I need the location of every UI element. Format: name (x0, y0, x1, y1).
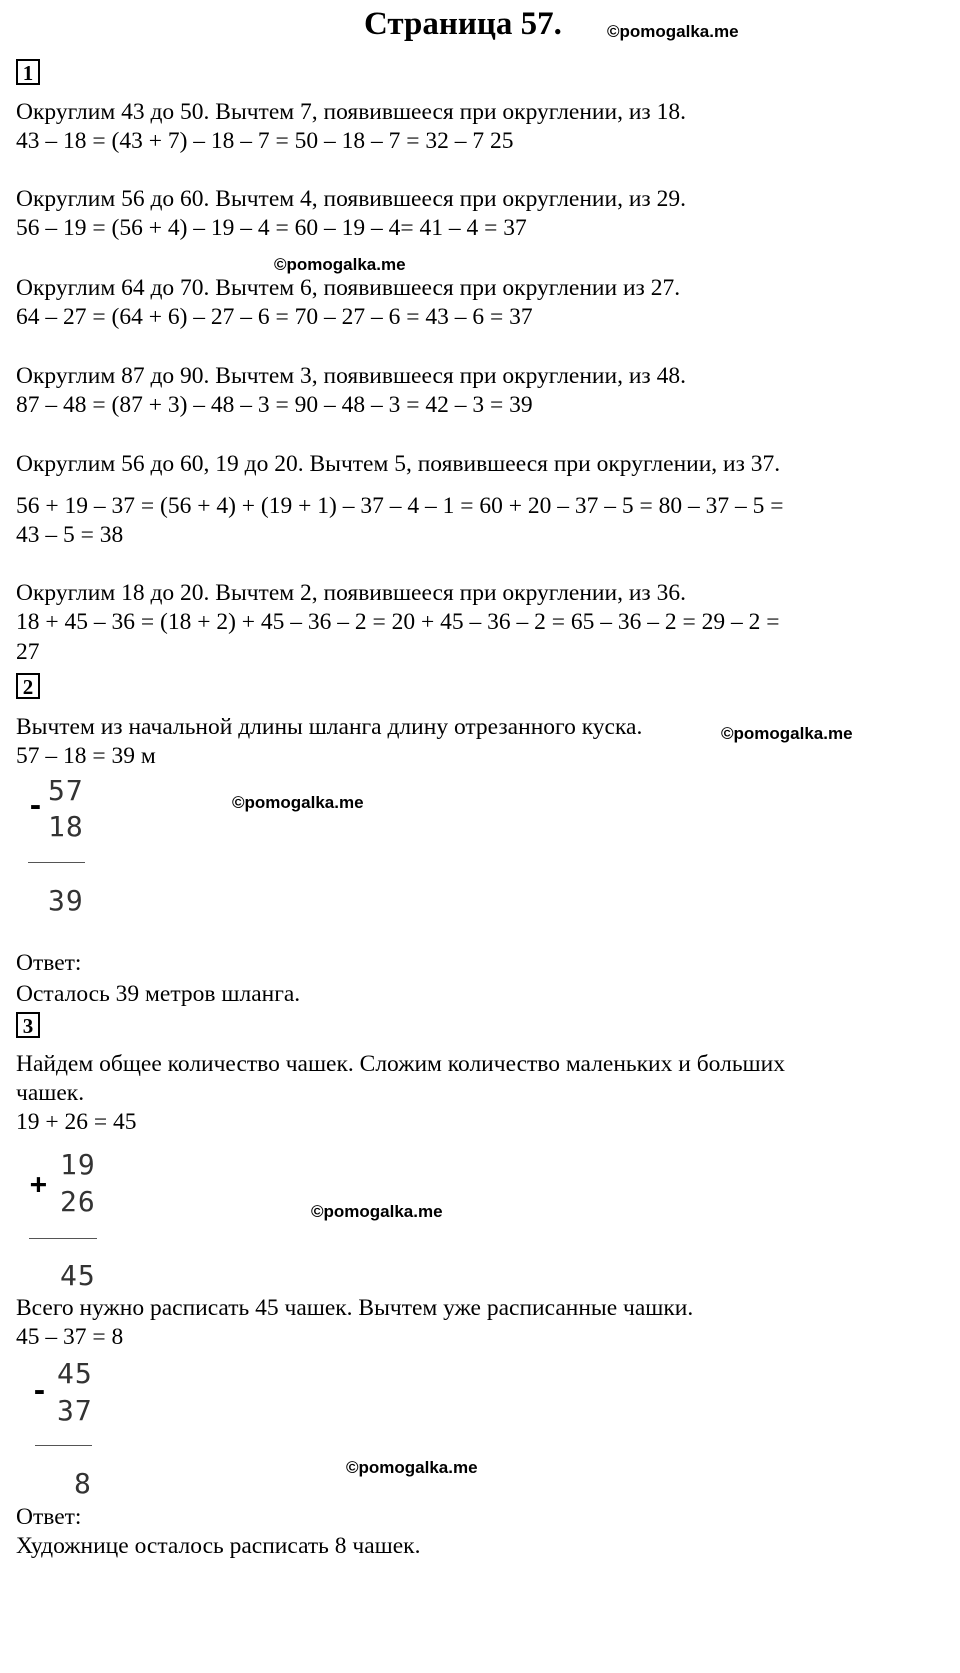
column-result: 8 (74, 1467, 92, 1500)
task1-line: 56 + 19 – 37 = (56 + 4) + (19 + 1) – 37 – 4 – 1 = 60 + 20 – 37 – 5 = 80 – 37 – 5 = (16, 493, 784, 519)
task1-line: 64 – 27 = (64 + 6) – 27 – 6 = 70 – 27 – 6 = 43 – 6 = 37 (16, 304, 533, 330)
watermark-task2-column: ©pomogalka.me (232, 793, 364, 812)
watermark-task2-right: ©pomogalka.me (721, 724, 853, 743)
answer-label: Ответ: (16, 1504, 82, 1530)
task-number-box: 1 (16, 59, 40, 85)
column-top-number: 57 (48, 774, 84, 807)
page-title: Страница 57. (364, 6, 562, 42)
column-sign: + (30, 1167, 47, 1200)
task3-line: Найдем общее количество чашек. Сложим количество маленьких и больших (16, 1051, 785, 1077)
column-divider (29, 1238, 97, 1239)
column-result: 45 (60, 1259, 96, 1292)
column-sign: - (31, 1374, 48, 1407)
task1-line: Округлим 64 до 70. Вычтем 6, появившееся при округлении из 27. (16, 275, 681, 301)
task1-line: 56 – 19 = (56 + 4) – 19 – 4 = 60 – 19 – 4= 41 – 4 = 37 (16, 215, 527, 241)
task-number-box: 3 (16, 1012, 40, 1038)
task3-line: 19 + 26 = 45 (16, 1109, 137, 1135)
column-result: 39 (48, 884, 84, 917)
task1-line: 43 – 5 = 38 (16, 522, 124, 548)
task1-line: 27 (16, 639, 40, 665)
task1-line: Округлим 56 до 60, 19 до 20. Вычтем 5, появившееся при округлении, из 37. (16, 451, 781, 477)
task3-line: Всего нужно расписать 45 чашек. Вычтем уже расписанные чашки. (16, 1295, 694, 1321)
column-bottom-number: 37 (57, 1394, 93, 1427)
answer-label: Ответ: (16, 950, 82, 976)
task2-line: 57 – 18 = 39 м (16, 743, 156, 769)
answer-text: Осталось 39 метров шланга. (16, 981, 301, 1007)
task1-line: Округлим 18 до 20. Вычтем 2, появившееся при округлении, из 36. (16, 580, 686, 606)
watermark-task1: ©pomogalka.me (274, 255, 406, 274)
watermark-top: ©pomogalka.me (607, 22, 739, 41)
task1-line: Округлим 43 до 50. Вычтем 7, появившееся при округлении, из 18. (16, 99, 686, 125)
column-sign: - (27, 789, 44, 822)
column-top-number: 19 (60, 1148, 96, 1181)
column-top-number: 45 (57, 1357, 93, 1390)
task1-line: Округлим 87 до 90. Вычтем 3, появившееся при округлении, из 48. (16, 363, 686, 389)
watermark-task3: ©pomogalka.me (311, 1202, 443, 1221)
task1-line: Округлим 56 до 60. Вычтем 4, появившееся при округлении, из 29. (16, 186, 686, 212)
task2-line: Вычтем из начальной длины шланга длину отрезанного куска. (16, 714, 643, 740)
task1-line: 43 – 18 = (43 + 7) – 18 – 7 = 50 – 18 – 7 = 32 – 7 25 (16, 128, 514, 154)
task1-line: 87 – 48 = (87 + 3) – 48 – 3 = 90 – 48 – 3 = 42 – 3 = 39 (16, 392, 533, 418)
answer-text: Художнице осталось расписать 8 чашек. (16, 1533, 421, 1559)
column-bottom-number: 26 (60, 1185, 96, 1218)
task1-line: 18 + 45 – 36 = (18 + 2) + 45 – 36 – 2 = 20 + 45 – 36 – 2 = 65 – 36 – 2 = 29 – 2 = (16, 609, 780, 635)
task-number-box: 2 (16, 673, 40, 699)
task3-line: чашек. (16, 1080, 85, 1106)
task3-line: 45 – 37 = 8 (16, 1324, 124, 1350)
watermark-bottom: ©pomogalka.me (346, 1458, 478, 1477)
column-bottom-number: 18 (48, 810, 84, 843)
column-divider (35, 1445, 92, 1446)
column-divider (28, 862, 85, 863)
